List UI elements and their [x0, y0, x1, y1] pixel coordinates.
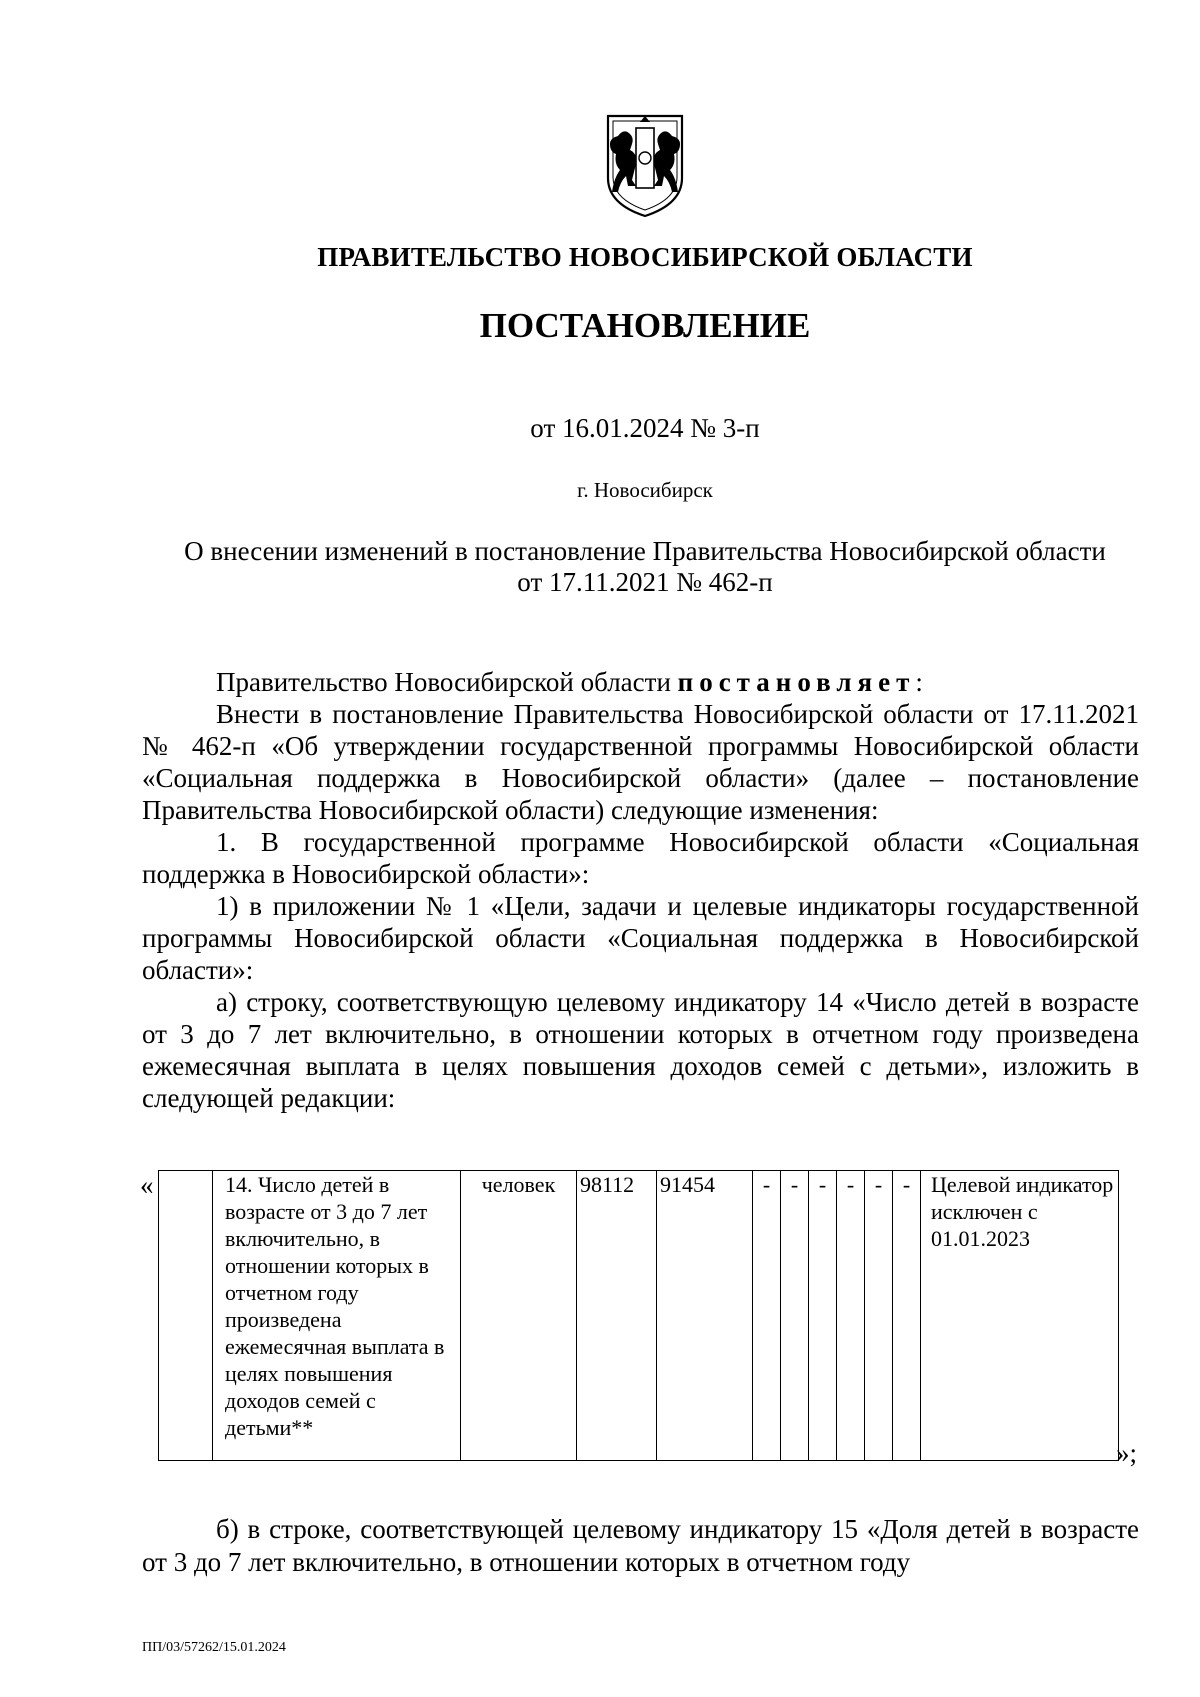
cell-unit: человек — [461, 1171, 577, 1461]
cell-dash-4: - — [837, 1171, 865, 1461]
document-body — [142, 666, 1139, 1114]
cell-dash-5: - — [865, 1171, 893, 1461]
cell-note: Целевой индикатор исключен с 01.01.2023 — [921, 1171, 1119, 1461]
indicator-table-block — [138, 1170, 1148, 1470]
cell-indicator-name: 14. Число детей в возрасте от 3 до 7 лет включительно, в отношении которых в отчетном году произведена ежемесячная выплата в целях повышения доходов семей с детьми** — [213, 1171, 461, 1461]
subject-line-2: от 17.11.2021 № 462-п — [517, 567, 773, 597]
paragraph-item-1: 1. В государственной программе Новосибирской области «Социальная поддержка в Новосибирской области»: — [142, 827, 1139, 889]
government-title: ПРАВИТЕЛЬСТВО НОВОСИБИРСКОЙ ОБЛАСТИ — [317, 242, 973, 272]
city-line: г. Новосибирск — [577, 478, 713, 502]
indicator-table — [158, 1170, 1119, 1461]
paragraph-subitem-a: а) строку, соответствующую целевому индикатору 14 «Число детей в возрасте от 3 до 7 лет включительно, в отношении которых в отчетном году произведена ежемесячная выплата в целях повышения доходов семей с детьми», изложить в следующей редакции: — [142, 987, 1139, 1113]
paragraph-subitem-b: б) в строке, соответствующей целевому индикатору 15 «Доля детей в возрасте от 3 до 7 лет включительно, в отношении которых в отчетном году — [142, 1514, 1139, 1577]
cell-dash-3: - — [809, 1171, 837, 1461]
table-quote-open: « — [140, 1170, 154, 1200]
date-number-line: от 16.01.2024 № 3-п — [530, 413, 760, 443]
resolves-suffix: : — [915, 667, 923, 697]
document-body-continued — [142, 1513, 1139, 1579]
subject-line-1: О внесении изменений в постановление Правительства Новосибирской области — [184, 536, 1106, 566]
table-quote-close: »; — [1116, 1438, 1138, 1468]
footer-code: ПП/03/57262/15.01.2024 — [142, 1640, 286, 1655]
cell-value-1: 98112 — [577, 1171, 657, 1461]
document-type: ПОСТАНОВЛЕНИЕ — [479, 306, 811, 345]
document-subject — [150, 536, 1140, 598]
coat-of-arms-icon — [600, 112, 690, 220]
cell-value-2: 91454 — [657, 1171, 753, 1461]
cell-empty — [159, 1171, 213, 1461]
cell-dash-6: - — [893, 1171, 921, 1461]
cell-dash-2: - — [781, 1171, 809, 1461]
cell-dash-1: - — [753, 1171, 781, 1461]
table-row — [159, 1171, 1119, 1461]
resolves-keyword: постановляет — [677, 667, 916, 697]
paragraph-amend: Внести в постановление Правительства Новосибирской области от 17.11.2021 № 462-п «Об утверждении государственной программы Новосибирской области «Социальная поддержка в Новосибирской области» (далее – постановление Правительства Новосибирской области) следующие изменения: — [142, 699, 1139, 825]
paragraph-subitem-1: 1) в приложении № 1 «Цели, задачи и целевые индикаторы государственной программы Новосибирской области «Социальная поддержка в Новосибирской области»: — [142, 891, 1139, 985]
paragraph-resolves — [142, 666, 1139, 698]
resolves-prefix: Правительство Новосибирской области — [216, 667, 678, 697]
